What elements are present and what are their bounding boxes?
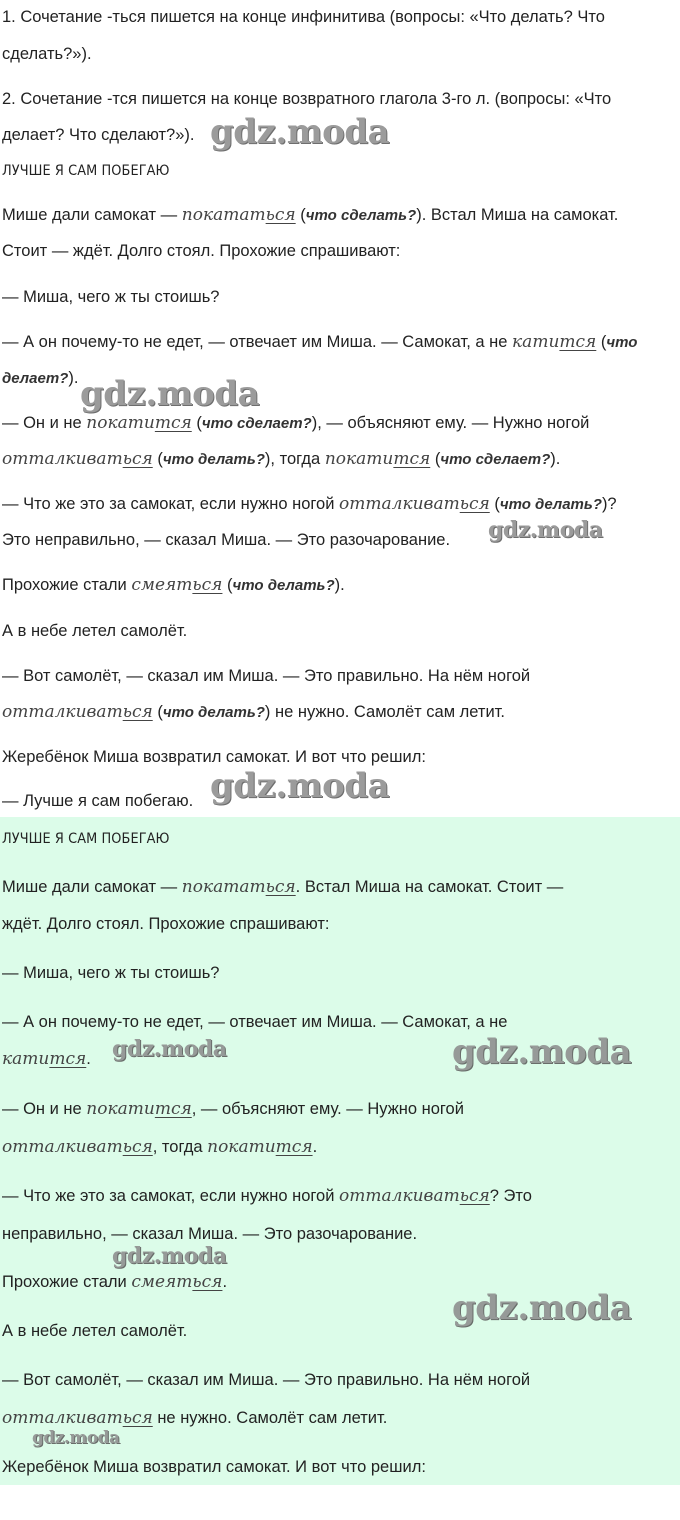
story-line: — Он и не покатится, — объясняют ему. — Нужно ногой [2, 1099, 464, 1119]
story-line: — Вот самолёт, — сказал им Миша. — Это правильно. На нём ногой [2, 1371, 531, 1389]
watermark: gdz.moda [452, 1288, 632, 1328]
watermark: gdz.moda [32, 1428, 120, 1448]
story-line: неправильно, — сказал Миша. — Это разочарование. [2, 1225, 418, 1243]
rule-2-line-2: делает? Что сделают?»). [2, 126, 195, 144]
rule-2-line-1: 2. Сочетание -тся пишется на конце возвратного глагола 3-го л. (вопросы: «Что [2, 90, 612, 108]
story-line: — Миша, чего ж ты стоишь? [2, 964, 220, 982]
story-line: — Миша, чего ж ты стоишь? [2, 288, 220, 306]
watermark: gdz.moda [112, 1243, 227, 1269]
story-line: отталкиваться (что делать?), тогда покатится (что сделает?). [2, 449, 561, 469]
watermark: gdz.moda [210, 766, 390, 806]
story-line: — Он и не покатится (что сделает?), — объясняют ему. — Нужно ногой [2, 413, 590, 433]
rule-1-line-2: сделать?»). [2, 45, 92, 63]
story-line: Стоит — ждёт. Долго стоял. Прохожие спрашивают: [2, 242, 401, 260]
story-line: — А он почему-то не едет, — отвечает им Миша. — Самокат, а не [2, 1013, 508, 1031]
story-line: А в небе летел самолёт. [2, 1322, 188, 1340]
watermark: gdz.moda [452, 1032, 632, 1072]
story-line: Прохожие стали смеяться (что делать?). [2, 575, 345, 595]
story-line: отталкиваться не нужно. Самолёт сам летит. [2, 1408, 388, 1428]
story-line: А в небе летел самолёт. [2, 622, 188, 640]
story-line: — А он почему-то не едет, — отвечает им Миша. — Самокат, а не катится (что [2, 332, 638, 352]
story-line: ждёт. Долго стоял. Прохожие спрашивают: [2, 915, 330, 933]
story-title: ЛУЧШЕ Я САМ ПОБЕГАЮ [2, 831, 170, 847]
watermark: gdz.moda [488, 517, 603, 543]
story-line: катится. [2, 1049, 91, 1069]
story-line: — Что же это за самокат, если нужно ногой отталкиваться? Это [2, 1186, 532, 1206]
story-line: Это неправильно, — сказал Миша. — Это разочарование. [2, 531, 451, 549]
story-line: Мише дали самокат — покататься. Встал Миша на самокат. Стоит — [2, 877, 564, 897]
story-line: Мише дали самокат — покататься (что сделать?). Встал Миша на самокат. [2, 205, 619, 225]
story-line: отталкиваться, тогда покатится. [2, 1137, 318, 1157]
story-line: отталкиваться (что делать?) не нужно. Самолёт сам летит. [2, 702, 505, 722]
watermark: gdz.moda [80, 374, 260, 414]
rule-1-line-1: 1. Сочетание -ться пишется на конце инфинитива (вопросы: «Что делать? Что [2, 8, 605, 26]
watermark: gdz.moda [112, 1036, 227, 1062]
story-line: делает?). [2, 369, 79, 387]
story-line: — Вот самолёт, — сказал им Миша. — Это правильно. На нём ногой [2, 667, 531, 685]
watermark: gdz.moda [210, 112, 390, 152]
story-line: — Что же это за самокат, если нужно ногой отталкиваться (что делать?)? [2, 494, 617, 514]
story-line: — Лучше я сам побегаю. [2, 792, 194, 810]
story-title: ЛУЧШЕ Я САМ ПОБЕГАЮ [2, 163, 170, 179]
story-line: Прохожие стали смеяться. [2, 1272, 228, 1292]
story-line: Жеребёнок Миша возвратил самокат. И вот что решил: [2, 1458, 426, 1476]
story-line: Жеребёнок Миша возвратил самокат. И вот что решил: [2, 748, 426, 766]
